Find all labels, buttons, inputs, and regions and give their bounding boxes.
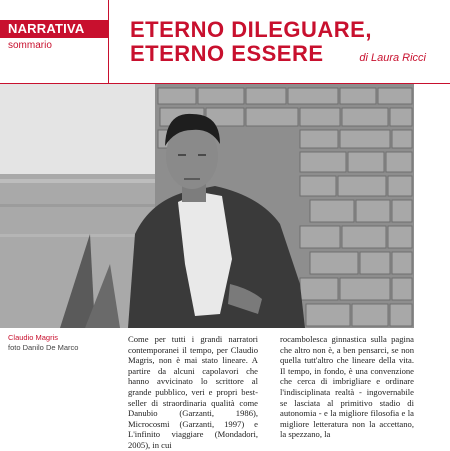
body-text-right: rocambolesca ginnastica sulla pagina che altro non è, a ben pensarci, se non quella tutt'altro che lineare della vita. Il tempo, in fondo, è una convenzione che cerca di imbrigliare e ordinare l'indisciplinata realtà - ingovernabile se lasciata al primitivo stadio di autonomia - e la migliore filosofia e la migliore letteratura non la accettano, la spezzano, la (280, 334, 414, 440)
caption-name: Claudio Magris (8, 333, 59, 342)
body-text-left: Come per tutti i grandi narratori contemporanei il tempo, per Claudio Magris, non è mai stato lineare. A partire da alcuni capolavori che hanno avvicinato lo scrittore al grande pubblico, veri e propri best-seller di straordinaria qualità come Danubio (Garzanti, 1986), Microcosmi (Garzanti, 1997) e L'infinito viaggiare (Mondadori, 2005), in cui (128, 334, 258, 450)
caption-credit: foto Danilo De Marco (8, 343, 79, 352)
body-column-right (280, 334, 414, 440)
section-label: NARRATIVA (0, 20, 108, 38)
section-sublabel: sommario (8, 40, 52, 51)
byline: di Laura Ricci (359, 52, 426, 64)
body-column-left (128, 334, 258, 451)
title-line-1: ETERNO DILEGUARE, (130, 17, 372, 42)
author-photo (0, 84, 414, 328)
header-vertical-divider (108, 0, 109, 84)
title-line-2: ETERNO ESSERE (130, 41, 324, 66)
photo-caption (8, 333, 108, 353)
